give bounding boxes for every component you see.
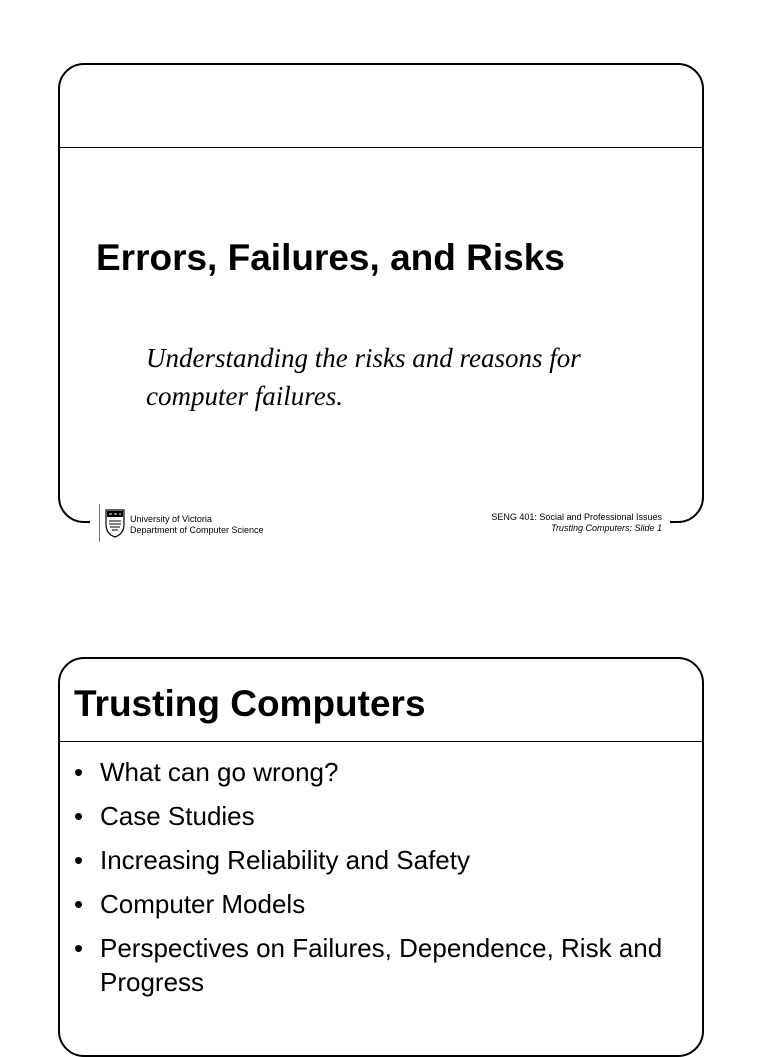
slide-subtitle: Understanding the risks and reasons for computer failures. (146, 343, 581, 411)
title-slide (58, 63, 704, 523)
slide-title: Errors, Failures, and Risks (96, 237, 565, 278)
list-item: • Perspectives on Failures, Dependence, Risk and Progress (74, 931, 674, 999)
university-crest-icon (104, 508, 126, 538)
slide-title: Trusting Computers (74, 683, 426, 724)
content-slide (58, 657, 704, 1057)
slide-header-band (60, 65, 702, 148)
footer-institution: University of Victoria (130, 514, 212, 524)
list-item: • Increasing Reliability and Safety (74, 843, 674, 877)
footer-department: Department of Computer Science (130, 525, 264, 535)
slide-header-band (60, 659, 702, 742)
slide-footer (90, 504, 670, 542)
list-item: • Case Studies (74, 799, 674, 833)
list-item: • What can go wrong? (74, 755, 674, 789)
footer-institution-block (130, 514, 264, 536)
bullet-list (74, 755, 674, 1009)
footer-course: SENG 401: Social and Professional Issues (491, 512, 662, 522)
list-item: • Computer Models (74, 887, 674, 921)
footer-divider (99, 504, 100, 542)
footer-course-block (491, 512, 662, 534)
footer-slide-ref: Trusting Computers: Slide 1 (551, 523, 662, 533)
